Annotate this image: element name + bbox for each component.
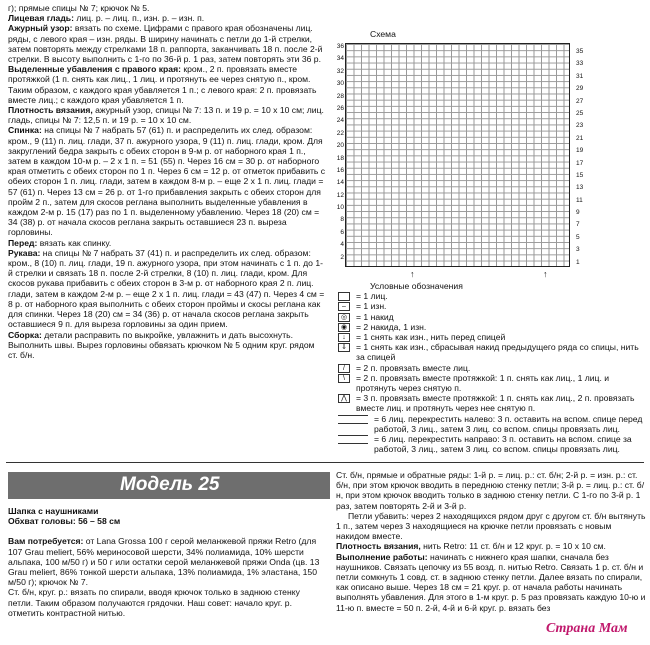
legend-item — [338, 342, 646, 362]
decrease-paragraph: Петли убавить: через 2 находящихся рядом друг с другом ст. б/н вытянуть 1 п., затем через 3 находящиеся на крючке петли провязать с новым накидом вместе. — [336, 510, 646, 542]
hat-section-left — [8, 506, 326, 618]
legend-item — [338, 393, 646, 413]
legend-text: = 2 п. провязать вместе протяжкой: 1 п. снять как лиц., 1 лиц. и протянуть через снятую п. — [356, 372, 610, 394]
work-text: начинать с нижнего края шапки, сначала без наушников. Связать цепочку из 55 возд. п. нитью Retro. Связать 1 р. ст. б/н и петли сомкнуть 1 совд. ст. в заднюю стенку петли. Далее вязать по спирали, как описано выше. Через 18 см = 21 круг. р. от начала работы начинать выполнять убавления. Для этого в 1-м круг. р. 5 раз провязать каждую 10-ю и 11-ю п. вместе = 50 п. 2-й, 4-й и 6-й круг. р. вязать без — [336, 551, 646, 613]
plot-paragraph — [8, 105, 326, 125]
azhur-paragraph — [8, 23, 326, 64]
model-banner — [8, 472, 330, 499]
row-number-right: 33 — [576, 60, 584, 68]
legend-title: Условные обозначения — [370, 281, 463, 291]
pered-label: Перед: — [8, 237, 38, 248]
row-number-right: 15 — [576, 171, 584, 179]
row-number-right: 19 — [576, 147, 584, 155]
row-number-left: 24 — [336, 117, 344, 125]
legend-item — [338, 301, 646, 311]
legend-item — [338, 322, 646, 332]
row-number-left: 36 — [336, 43, 344, 50]
row-number-left: 8 — [340, 216, 344, 224]
st-paragraph: Ст. б/н, круг. р.: вязать по спирали, вводя крючок только в заднюю стенку петли. Таким образом получаются грядочки. Наш совет: начало круг. р. отметить контрастной нитью. — [8, 587, 300, 618]
left-column — [8, 3, 326, 360]
sborka-label: Сборка: — [8, 329, 42, 340]
spinka-text: на спицы № 7 набрать 57 (61) п. и распределить их след. образом: кром., 9 (11) п. лиц. глади, 37 п. ажурного узора, 9 (11) п. лиц. глади, кром. Для закруглений бедра закрыть с обеих сторон в 9-м р. от наборного края 1 п., затем в каждом 10-м р. – 2 х 1 п. = 51 (55) п. Через 16 см = 30 р. от наборного края отметить с обеих сторон по 1 п. Через 6 см = 12 р. от отметок прибавить с обеих сторон 1 п. лиц. глади, затем в каждом 8-м р. – еще 2 х 1 п. лиц. глади = 57 (61) п. Через 13 см = 26 р. от 1-го прибавления закрыть с обеих сторон для пройм 2 п., затем для скосов реглана выполнить выделенные убавления в каждом 2-м р. 15 (17) раз по 1 п. выделенному убавлению. Через 18 (20) см = 34 (38) р. от начала скосов реглана закрыть оставшиеся 23 п. выреза горловины. — [8, 125, 326, 238]
gladka-text: лиц. р. – лиц. п., изн. р. – изн. п. — [73, 13, 205, 24]
row-number-right: 35 — [576, 48, 584, 55]
spinka-paragraph — [8, 125, 326, 237]
legend-symbol-icon: ◎ — [338, 313, 350, 322]
legend-symbol-icon — [338, 292, 350, 301]
azhur-label: Ажурный узор: — [8, 23, 73, 34]
hat-plot-paragraph — [336, 541, 646, 551]
legend-text: = 1 снять как изн., нить перед спицей — [356, 332, 506, 343]
legend-symbol-icon: ◉ — [338, 323, 350, 332]
knitting-chart-grid — [345, 43, 570, 267]
row-number-right: 27 — [576, 97, 584, 105]
intro-text: г); прямые спицы № 7; крючок № 5. — [8, 3, 150, 13]
row-number-right: 29 — [576, 85, 584, 93]
legend-text: = 1 изн. — [356, 301, 387, 312]
legend — [338, 281, 646, 454]
sborka-paragraph — [8, 330, 326, 361]
row-number-right: 3 — [576, 246, 580, 254]
legend-text: = 6 лиц. перекрестить налево: 3 п. оставить на вспом. спице перед работой, 3 лиц., затем 3 лиц. со вспом. спицы провязать лиц. — [374, 413, 643, 434]
legend-items — [338, 291, 646, 454]
ubav-label: Выделенные убавления с правого края: — [8, 64, 181, 75]
legend-text: = 1 лиц. — [356, 291, 388, 302]
row-number-right: 7 — [576, 221, 580, 229]
row-number-left: 26 — [336, 104, 344, 112]
row-number-left: 12 — [336, 191, 344, 199]
row-number-right: 25 — [576, 109, 584, 117]
pered-text: вязать как спинку. — [37, 237, 112, 248]
row-number-left: 10 — [336, 204, 344, 212]
schema-left-row-numbers — [333, 43, 344, 266]
rows-paragraph: Ст. б/н, прямые и обратные ряды: 1-й р. = лиц. р.: ст. б/н; 2-й р. = изн. р.: ст. б/н, при этом крючок вводить в переднюю стенку петли; 3-й р. = лиц. р.: ст. б/н, при этом крючок вводить только в заднюю стенку петли. С 1-го по 3-й р. 1 раз, затем повторять 2-й и 3-й р. — [336, 470, 645, 511]
legend-item — [338, 363, 646, 373]
hat-title: Шапка с наушниками — [8, 506, 99, 516]
hat-size: Обхват головы: 56 – 58 см — [8, 516, 121, 527]
row-number-left: 2 — [340, 253, 344, 261]
legend-item — [338, 332, 646, 342]
row-number-left: 4 — [340, 241, 344, 249]
legend-symbol-icon: – — [338, 302, 350, 311]
azhur-text: вязать по схеме. Цифрами с правого края обозначены лиц. ряды, с левого края – изн. ряды. В ширину начинать с петли до 1-й стрелки, затем повторять между стрелками 18 п. раппорта, заканчивать 18 п. после 2-й стрелки. В высоту выполнить с 1-го по 36-й р. 1 раз, затем повторять эти 36 р. — [8, 23, 323, 65]
materials-paragraph — [8, 536, 326, 587]
legend-symbol-icon — [338, 435, 368, 444]
ubav-text: кром., 2 п. провязать вместе протяжкой (1 п. снять как лиц., 1 лиц. и протянуть ее через снятую п., кром. Таким образом, с каждого края убавляется 1 п.; с левого края: 2 п. провязать вместе лиц.; с каждого края убавляется 1 п. — [8, 64, 317, 105]
row-number-right: 23 — [576, 122, 584, 130]
plot-text: ажурный узор, спицы № 7: 13 п. и 19 р. = 10 х 10 см; лиц. гладь, спицы № 7: 12,5 п. и 19 р. = 10 х 10 см. — [8, 105, 324, 126]
row-number-left: 28 — [336, 92, 344, 100]
row-number-left: 14 — [336, 179, 344, 187]
row-number-left: 16 — [336, 166, 344, 174]
row-number-left: 18 — [336, 154, 344, 162]
rukav-paragraph — [8, 248, 326, 330]
row-number-right: 9 — [576, 209, 580, 217]
section-divider — [6, 462, 644, 463]
row-number-right: 13 — [576, 184, 584, 192]
repeat-end-arrow-icon: ↑ — [543, 269, 548, 279]
row-number-right: 1 — [576, 258, 580, 266]
legend-item — [338, 373, 646, 393]
row-number-right: 11 — [576, 196, 583, 204]
sborka-text: детали расправить по выкройке, увлажнить и дать высохнуть. Выполнить швы. Вырез горловины обвязать крючком № 5 одним круг. рядом ст. б/н. — [8, 329, 315, 360]
repeat-start-arrow-icon: ↑ — [410, 269, 415, 279]
row-number-right: 17 — [576, 159, 584, 167]
work-paragraph — [336, 552, 646, 613]
legend-item — [338, 434, 646, 454]
model-banner-label: Модель 25 — [120, 474, 220, 495]
work-label: Выполнение работы: — [336, 551, 428, 562]
legend-symbol-icon: / — [338, 364, 350, 373]
legend-text: = 2 п. провязать вместе лиц. — [356, 362, 471, 373]
ubav-paragraph — [8, 64, 326, 105]
row-number-right: 5 — [576, 233, 580, 241]
row-number-right: 21 — [576, 134, 584, 142]
row-number-right: 31 — [576, 72, 584, 80]
legend-text: = 1 снять как изн., сбрасывая накид предыдущего ряда со спицы, нить за спицей — [356, 342, 639, 363]
schema-title: Схема — [370, 29, 396, 39]
materials-label: Вам потребуется: — [8, 536, 84, 547]
hat-plot-text: нить Retro: 11 ст. б/н и 12 круг. р. = 10 х 10 см. — [420, 541, 606, 552]
legend-item — [338, 291, 646, 301]
legend-item — [338, 414, 646, 434]
legend-symbol-icon: \ — [338, 374, 350, 383]
legend-text: = 2 накида, 1 изн. — [356, 321, 427, 332]
site-watermark: Страна Мам — [546, 621, 628, 636]
hat-section-right — [336, 470, 646, 613]
legend-item — [338, 312, 646, 322]
pered-paragraph — [8, 238, 326, 248]
row-number-left: 34 — [336, 55, 344, 63]
legend-symbol-icon: ⋀ — [338, 394, 350, 403]
row-number-left: 20 — [336, 142, 344, 150]
materials-text: от Lana Grossa 100 г серой меланжевой пряжи Retro (для 107 Grau meliert, 56% мериносовой шерсти, 34% полиамида, 10% шерсти альпака, 100 м/50 г) и 50 г или остатки серой меланжевой пряжи Onda (цв. 13 Grau meliert, 86% тонкой шерсти альпака, 13% полиамида, 1% эластана, 150 м/50 г); крючок № 7. — [8, 536, 320, 588]
rukav-text: на спицы № 7 набрать 37 (41) п. и распределить их след. образом: кром., 8 (10) п. лиц. глади, 19 п. ажурного узора, при этом начинать с 1 п. до 1-й стрелки и связать 18 п. после 2-й стрелки, 8 (10) п. лиц. глади, кром. Для скосов рукава прибавить с обеих сторон в 3-м р. от наборного края 2 п. лиц. глади, затем в каждом 2-м р. – еще 2 х 1 п. лиц. глади = 43 (47) п. Через 4 см = 8 р. от наборного края выполнить с обеих сторон проймы и скосы реглана как для спинки. Через 18 (20) см = 34 (36) р. от начала скосов реглана закрыть оставшиеся 9 п. для выреза горловины за один прием. — [8, 247, 325, 330]
legend-symbol-icon: ⇓ — [338, 343, 350, 352]
legend-text: = 3 п. провязать вместе протяжкой: 1 п. снять как лиц., 2 п. провязать вместе лиц. и протянуть через нее снятую п. — [356, 393, 635, 414]
spinka-label: Спинка: — [8, 125, 42, 136]
row-number-left: 30 — [336, 80, 344, 88]
hat-plot-label: Плотность вязания, — [336, 541, 421, 552]
legend-symbol-icon: ↓ — [338, 333, 350, 342]
row-number-left: 22 — [336, 129, 344, 137]
schema-right-row-numbers — [576, 48, 588, 271]
row-number-left: 6 — [340, 228, 344, 236]
row-number-left: 32 — [336, 67, 344, 75]
plot-label: Плотность вязания, — [8, 105, 93, 116]
rukav-label: Рукава: — [8, 247, 41, 258]
legend-text: = 1 накид — [356, 311, 394, 322]
gladka-paragraph — [8, 13, 326, 23]
legend-text: = 6 лиц. перекрестить направо: 3 п. оставить на вспом. спице за работой, 3 лиц., затем 3 лиц. со вспом. спицы провязать лиц. — [374, 434, 632, 455]
gladka-label: Лицевая гладь: — [8, 13, 74, 24]
legend-symbol-icon — [338, 415, 368, 424]
